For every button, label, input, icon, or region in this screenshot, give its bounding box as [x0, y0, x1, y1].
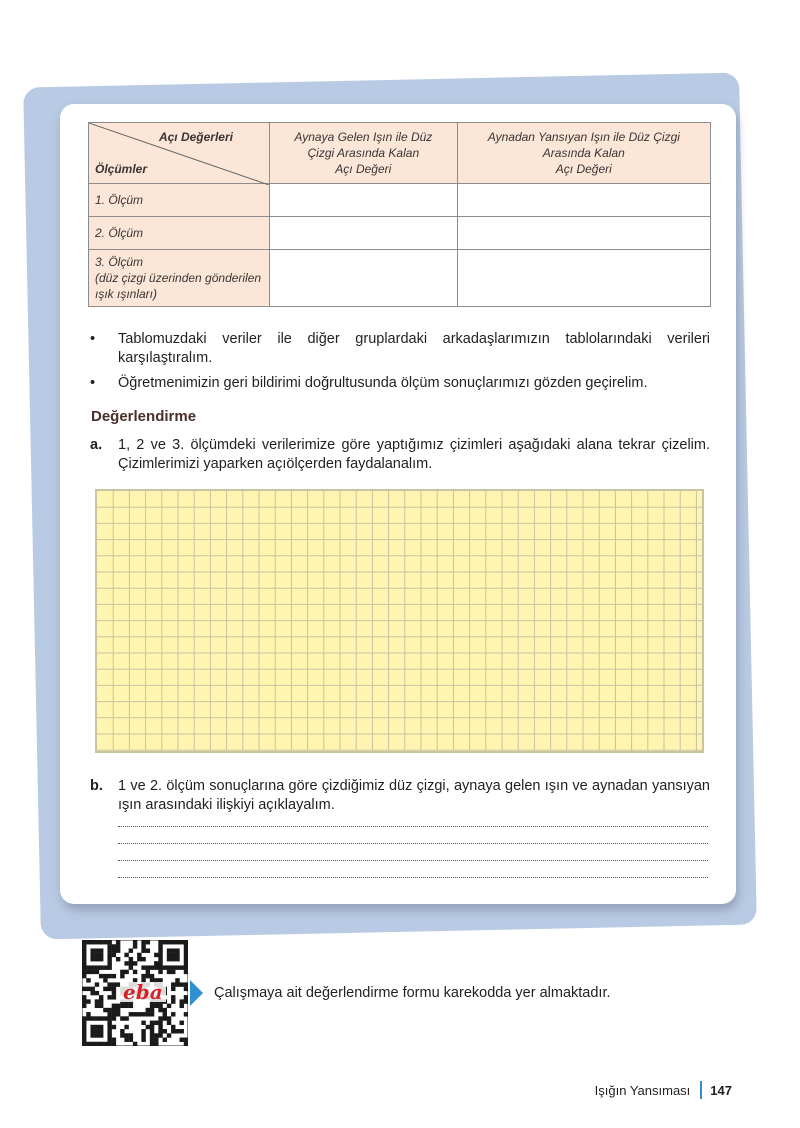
table-corner-header: [89, 123, 270, 184]
table-row: [89, 184, 711, 217]
bullet-list: [88, 330, 710, 399]
measurement-table: [88, 122, 711, 307]
corner-label-angle: Açı Değerleri: [158, 130, 233, 144]
page-number: 147: [710, 1082, 732, 1098]
bullet-text: Öğretmenimizin geri bildirimi doğrultusunda ölçüm sonuçlarımızı gözden geçirelim.: [118, 375, 648, 391]
column-header-incident: Aynaya Gelen Işın ile Düz Çizgi Arasında Kalan Açı Değeri: [270, 123, 458, 184]
section-title: Değerlendirme: [91, 408, 197, 425]
bullet-text: Tablomuzdaki veriler ile diğer gruplardaki arkadaşlarımızın tablolarındaki verileri karşılaştıralım.: [118, 331, 710, 366]
answer-line[interactable]: [118, 869, 708, 878]
answer-lines[interactable]: [118, 818, 708, 886]
page-footer: [595, 1081, 732, 1099]
grid-lines: [97, 491, 702, 751]
answer-line[interactable]: [118, 818, 708, 827]
question-text: 1, 2 ve 3. ölçümdeki verilerimize göre yaptığımız çizimleri aşağıdaki alana tekrar çizelim. Çizimlerimizi yaparken açıölçerden faydalanalım.: [118, 437, 710, 472]
list-item: [88, 330, 710, 368]
question-b: [90, 777, 710, 815]
qr-code[interactable]: [82, 940, 188, 1046]
question-a: [90, 436, 710, 474]
answer-cell[interactable]: [270, 250, 458, 307]
bullet-marker: •: [90, 375, 96, 391]
corner-label-measurements: Ölçümler: [95, 162, 148, 176]
answer-line[interactable]: [118, 835, 708, 844]
list-item: [88, 374, 710, 393]
answer-line[interactable]: [118, 852, 708, 861]
answer-cell[interactable]: [270, 217, 458, 250]
row-label-2: 2. Ölçüm: [89, 217, 270, 250]
bullet-marker: •: [90, 331, 96, 347]
answer-cell[interactable]: [270, 184, 458, 217]
answer-cell[interactable]: [457, 217, 710, 250]
row-label-1: 1. Ölçüm: [89, 184, 270, 217]
qr-caption: Çalışmaya ait değerlendirme formu karekodda yer almaktadır.: [214, 985, 611, 1001]
answer-cell[interactable]: [457, 250, 710, 307]
row-label-3: 3. Ölçüm (düz çizgi üzerinden gönderilen ışık ışınları): [89, 250, 270, 307]
question-letter: b.: [90, 778, 103, 794]
column-header-reflected: Aynadan Yansıyan Işın ile Düz Çizgi Arasında Kalan Açı Değeri: [457, 123, 710, 184]
answer-cell[interactable]: [457, 184, 710, 217]
table-row: [89, 217, 711, 250]
question-text: 1 ve 2. ölçüm sonuçlarına göre çizdiğimiz düz çizgi, aynaya gelen ışın ve aynadan yansıyan ışın arasındaki ilişkiyi açıklayalım.: [118, 778, 710, 813]
arrow-right-icon: [190, 980, 203, 1006]
qr-logo-text: eba: [120, 982, 166, 1002]
footer-separator: [700, 1081, 702, 1099]
chapter-title: Işığın Yansıması: [594, 1082, 691, 1098]
table-row: [89, 250, 711, 307]
question-letter: a.: [90, 437, 103, 453]
drawing-grid[interactable]: [95, 489, 704, 753]
